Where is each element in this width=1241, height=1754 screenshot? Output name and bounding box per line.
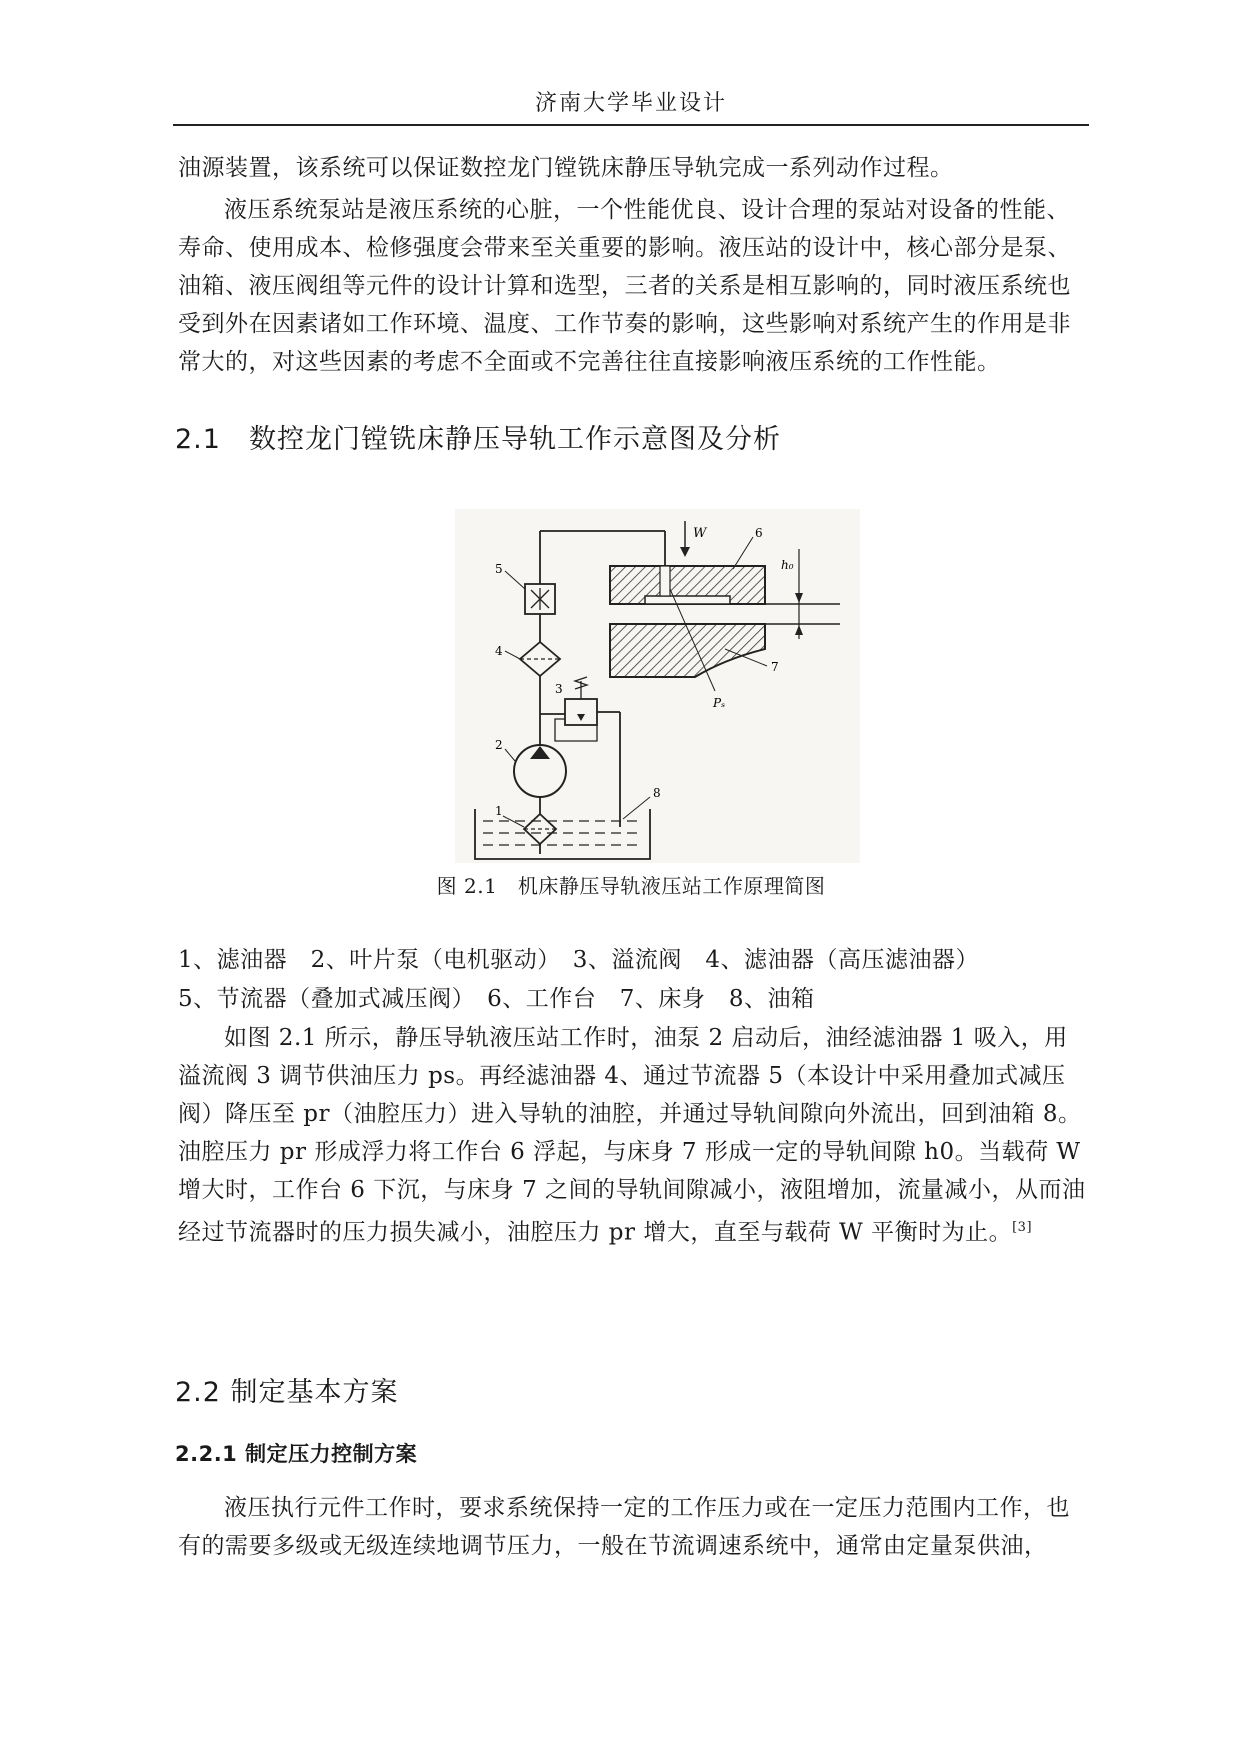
relief-valve: [565, 699, 597, 725]
section-2-2-title: 2.2 制定基本方案: [175, 1377, 399, 1408]
label-5: 5: [495, 562, 503, 576]
gap-arrow-top: [795, 593, 803, 603]
section-2-2-1-paragraph: 液压执行元件工作时，要求系统保持一定的工作压力或在一定压力范围内工作，也有的需要多级或无级连续地调节压力，一般在节流调速系统中，通常由定量泵供油，: [178, 1495, 1070, 1559]
label-4: 4: [495, 644, 503, 658]
section-2-1-title: 2.1 数控龙门镗铣床静压导轨工作示意图及分析: [175, 424, 781, 455]
gap-label: h₀: [781, 558, 794, 572]
label-1: 1: [495, 804, 503, 818]
legend-line-2: 5、节流器（叠加式减压阀） 6、工作台 7、床身 8、油箱: [178, 986, 815, 1012]
high-pressure-filter: [520, 642, 560, 676]
oil-pocket: [645, 596, 730, 604]
reference-marker: [3]: [1012, 1220, 1033, 1235]
load-arrowhead: [680, 547, 690, 557]
machine-bed: [610, 624, 765, 677]
gap-arrow-bottom: [795, 625, 803, 635]
leader-6: [733, 537, 753, 569]
intro-paragraph-2: 液压系统泵站是液压系统的心脏，一个性能优良、设计合理的泵站对设备的性能、寿命、使用成本、检修强度会带来至关重要的影响。液压站的设计中，核心部分是泵、油箱、液压阀组等元件的设计计算和选型，三者的关系是相互影响的，同时液压系统也受到外在因素诸如工作环境、温度、工作节奏的影响，这些影响对系统产生的作用是非常大的，对这些因素的考虑不全面或不完善往往直接影响液压系统的工作性能。: [178, 197, 1071, 375]
legend-line-1: 1、滤油器 2、叶片泵（电机驱动） 3、溢流阀 4、滤油器（高压滤油器）: [178, 947, 980, 973]
header-rule: [173, 124, 1089, 126]
page-header: 济南大学毕业设计: [534, 91, 727, 116]
label-7: 7: [771, 660, 779, 674]
analysis-text: 如图 2.1 所示，静压导轨液压站工作时，油泵 2 启动后，油经滤油器 1 吸入，用溢流阀 3 调节供油压力 ps。再经滤油器 4、通过节流器 5（本设计中采用叠加式减压阀）降压至 pr（油腔压力）进入导轨的油腔，并通过导轨间隙向外流出，回到油箱 8。油腔压力 pr 形成浮力将工作台 6 浮起，与床身 7 形成一定的导轨间隙 h0。当载荷 W 增大时，工作台 6 下沉，与床身 7 之间的导轨间隙减小，液阻增加，流量减小，从而油经过节流器时的压力损失减小，油腔压力 pr 增大，直至与载荷 W 平衡时为止。: [178, 1025, 1086, 1246]
label-6: 6: [755, 526, 763, 540]
figure-caption: 图 2.1 机床静压导轨液压站工作原理简图: [436, 874, 826, 898]
feed-hole: [660, 566, 670, 596]
figure-2-1: [455, 509, 860, 863]
pressure-label: Pₛ: [713, 696, 726, 710]
load-label: W: [693, 526, 707, 541]
label-3: 3: [555, 682, 563, 696]
hydraulic-schematic: [455, 509, 860, 863]
label-8: 8: [653, 786, 661, 800]
intro-paragraph-1: 油源装置，该系统可以保证数控龙门镗铣床静压导轨完成一系列动作过程。: [178, 155, 954, 181]
section-2-2-1-title: 2.2.1 制定压力控制方案: [175, 1442, 418, 1466]
label-2: 2: [495, 738, 503, 752]
analysis-paragraph: [178, 1019, 1090, 1252]
